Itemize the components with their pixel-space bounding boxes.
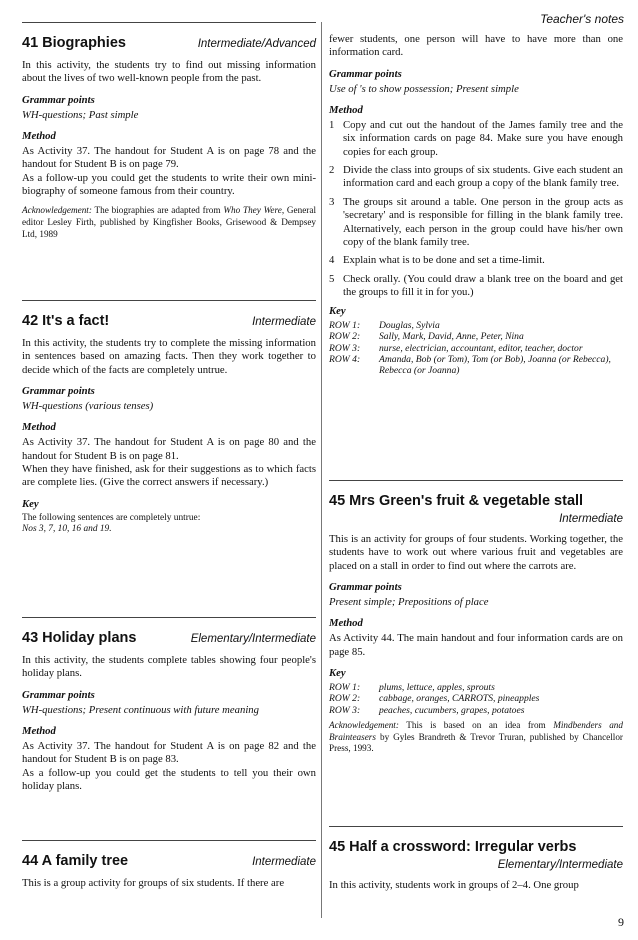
activity-level: Intermediate <box>252 856 316 868</box>
activity-44 <box>22 840 316 897</box>
activity-title: 42 It's a fact! <box>22 313 110 329</box>
intro-text: In this activity, the students try to complete the missing information in sentences based on amazing facts. Then they work together to decide which of the facts are completely untrue. <box>22 337 316 376</box>
section-rule <box>22 22 316 23</box>
section-rule <box>22 840 316 841</box>
intro-text: In this activity, the students complete tables showing four people's holiday plans. <box>22 654 316 680</box>
page-number: 9 <box>618 915 624 929</box>
key-row-label: ROW 2: <box>329 331 361 343</box>
key-row-answer: nurse, electrician, accountant, editor, teacher, doctor <box>379 342 583 354</box>
step-text: Explain what is to be done and set a time-limit. <box>343 254 545 267</box>
key-row-label: ROW 2: <box>329 693 361 705</box>
activity-42 <box>22 300 316 536</box>
acknowledgement <box>22 205 316 240</box>
key-row <box>329 705 539 716</box>
key-table <box>329 682 539 716</box>
intro-text: In this activity, students work in groups of 2–4. One group <box>329 879 579 891</box>
step-text: The groups sit around a table. One person in the group acts as 'secretary' and is responsible for filling in the blank family tree. Alternatively, each person in the group could have his/her own copy of the blank family tree. <box>343 195 623 249</box>
step-number: 2 <box>329 164 335 177</box>
section-rule <box>329 826 623 827</box>
key-row <box>329 343 623 354</box>
step-number: 3 <box>329 195 335 208</box>
method-text: As Activity 37. The handout for Student A is on page 80 and the handout for Student B is on page 81. <box>22 436 316 462</box>
key-heading: Key <box>329 667 346 680</box>
activity-title: 43 Holiday plans <box>22 630 137 646</box>
key-row-answer: plums, lettuce, apples, sprouts <box>379 682 495 694</box>
key-row <box>329 320 623 331</box>
activity-43 <box>22 617 316 800</box>
ack-publisher: General editor Lesley Firth, published by Kingfisher Books, Grisewood & Dempsey Ltd, 1989 <box>22 205 316 239</box>
ack-label: Acknowledgement: <box>329 720 399 731</box>
method-step <box>329 164 623 191</box>
grammar-points: WH-questions; Present continuous with future meaning <box>22 703 259 716</box>
activity-level: Elementary/Intermediate <box>190 633 316 645</box>
step-number: 1 <box>329 118 335 131</box>
key-row-answer: peaches, cucumbers, grapes, potatoes <box>379 704 525 716</box>
section-rule <box>329 480 623 481</box>
activity-title: 44 A family tree <box>22 853 129 869</box>
activity-41 <box>22 22 316 240</box>
step-text: Copy and cut out the handout of the James family tree and the six information cards on page 84. Make sure you have enough copies for each group. <box>343 118 623 158</box>
ack-text: This is based on an idea from <box>406 720 546 731</box>
key-row <box>329 331 623 342</box>
method-step <box>329 254 623 267</box>
activity-44-continued <box>329 33 623 377</box>
key-text: The following sentences are completely untrue: <box>22 512 201 523</box>
activity-header <box>329 493 623 509</box>
key-row-answer: Douglas, Sylvia <box>379 319 440 331</box>
activity-45-fruit-stall <box>329 480 623 755</box>
activity-title: 41 Biographies <box>22 35 126 51</box>
grammar-heading: Grammar points <box>22 385 95 398</box>
key-row <box>329 354 623 377</box>
ack-text: The biographies are adapted from <box>94 205 221 216</box>
method-steps <box>329 119 623 300</box>
key-row-label: ROW 3: <box>329 342 361 354</box>
step-text: Divide the class into groups of six students. Give each student an information card and each group a copy of the blank family tree. <box>343 164 623 190</box>
ack-source-title: Mindbenders and Brainteasers <box>329 720 623 742</box>
intro-text: This is a group activity for groups of six students. If there are <box>22 877 285 889</box>
method-text: As Activity 37. The handout for Student A is on page 82 and the handout for Student B is on page 83. <box>22 739 316 766</box>
method-text: As Activity 37. The handout for Student A is on page 78 and the handout for Student B is on page 79. <box>22 144 316 171</box>
activity-title: 45 Mrs Green's fruit & vegetable stall <box>329 493 584 509</box>
key-row-answer: cabbage, oranges, CARROTS, pineapples <box>379 693 540 705</box>
method-heading: Method <box>22 724 56 737</box>
key-row <box>329 693 539 704</box>
key-row-label: ROW 4: <box>329 353 361 365</box>
intro-text-continued: fewer students, one person will have to have more than one information card. <box>329 33 623 59</box>
intro-text: In this activity, the students try to find out missing information about the lives of two well-known people from the past. <box>22 59 316 85</box>
method-heading: Method <box>22 129 56 142</box>
key-row <box>329 682 539 693</box>
key-row-answer: Sally, Mark, David, Anne, Peter, Nina <box>379 331 524 343</box>
method-heading: Method <box>329 103 363 116</box>
grammar-points: WH-questions (various tenses) <box>22 400 154 413</box>
ack-label: Acknowledgement: <box>22 205 92 216</box>
method-heading: Method <box>329 617 363 630</box>
section-rule <box>22 617 316 618</box>
ack-source-title: Who They Were, <box>223 205 285 216</box>
method-text: As Activity 44. The main handout and four information cards are on page 85. <box>329 632 623 658</box>
activity-header <box>22 853 316 869</box>
grammar-heading: Grammar points <box>329 67 402 80</box>
activity-level: Elementary/Intermediate <box>497 859 623 871</box>
step-number: 5 <box>329 272 335 285</box>
running-header: Teacher's notes <box>540 12 624 26</box>
step-number: 4 <box>329 254 335 267</box>
key-heading: Key <box>329 304 346 317</box>
activity-header <box>22 630 316 646</box>
grammar-heading: Grammar points <box>22 93 95 106</box>
grammar-heading: Grammar points <box>329 581 402 594</box>
grammar-points: Present simple; Prepositions of place <box>329 596 489 609</box>
grammar-points: WH-questions; Past simple <box>22 108 139 121</box>
method-followup: As a follow-up you could get the students to write their own mini-biography of someone famous from their country. <box>22 171 316 198</box>
activity-45-crossword <box>329 826 623 899</box>
activity-header <box>329 839 623 855</box>
grammar-heading: Grammar points <box>22 688 95 701</box>
activity-header <box>22 313 316 329</box>
activity-level: Intermediate/Advanced <box>197 38 316 50</box>
method-followup: When they have finished, ask for their suggestions as to which facts are complete lies. (Give the correct answers if necessary.) <box>22 463 316 489</box>
activity-level: Intermediate <box>252 316 316 328</box>
step-text: Check orally. (You could draw a blank tree on the board and get the groups to fill it in for you.) <box>343 272 623 299</box>
column-divider <box>321 22 322 918</box>
ack-publisher: by Gyles Brandreth & Trevor Truran, published by Chancellor Press, 1993. <box>329 731 623 754</box>
key-row-label: ROW 3: <box>329 704 361 716</box>
method-heading: Method <box>22 421 56 434</box>
method-step <box>329 196 623 250</box>
key-heading: Key <box>22 497 39 510</box>
key-answers: Nos 3, 7, 10, 16 and 19. <box>22 524 112 535</box>
grammar-points: Use of 's to show possession; Present simple <box>329 82 519 95</box>
intro-text: This is an activity for groups of four students. Working together, the students have to work out where various fruit and vegetables are placed on a stall in order to find out where the carrots are. <box>329 533 623 572</box>
key-row-label: ROW 1: <box>329 682 361 694</box>
method-step <box>329 273 623 300</box>
activity-level: Intermediate <box>559 513 623 525</box>
acknowledgement <box>329 720 623 755</box>
key-row-label: ROW 1: <box>329 319 361 331</box>
activity-title: 45 Half a crossword: Irregular verbs <box>329 839 577 855</box>
section-rule <box>22 300 316 301</box>
key-row-answer: Amanda, Bob (or Tom), Tom (or Bob), Joanna (or Rebecca), Rebecca (or Joanna) <box>379 353 611 377</box>
method-followup: As a follow-up you could get the students to tell you their own holiday plans. <box>22 766 316 793</box>
key-table <box>329 320 623 377</box>
activity-header <box>22 35 316 51</box>
method-step <box>329 119 623 159</box>
